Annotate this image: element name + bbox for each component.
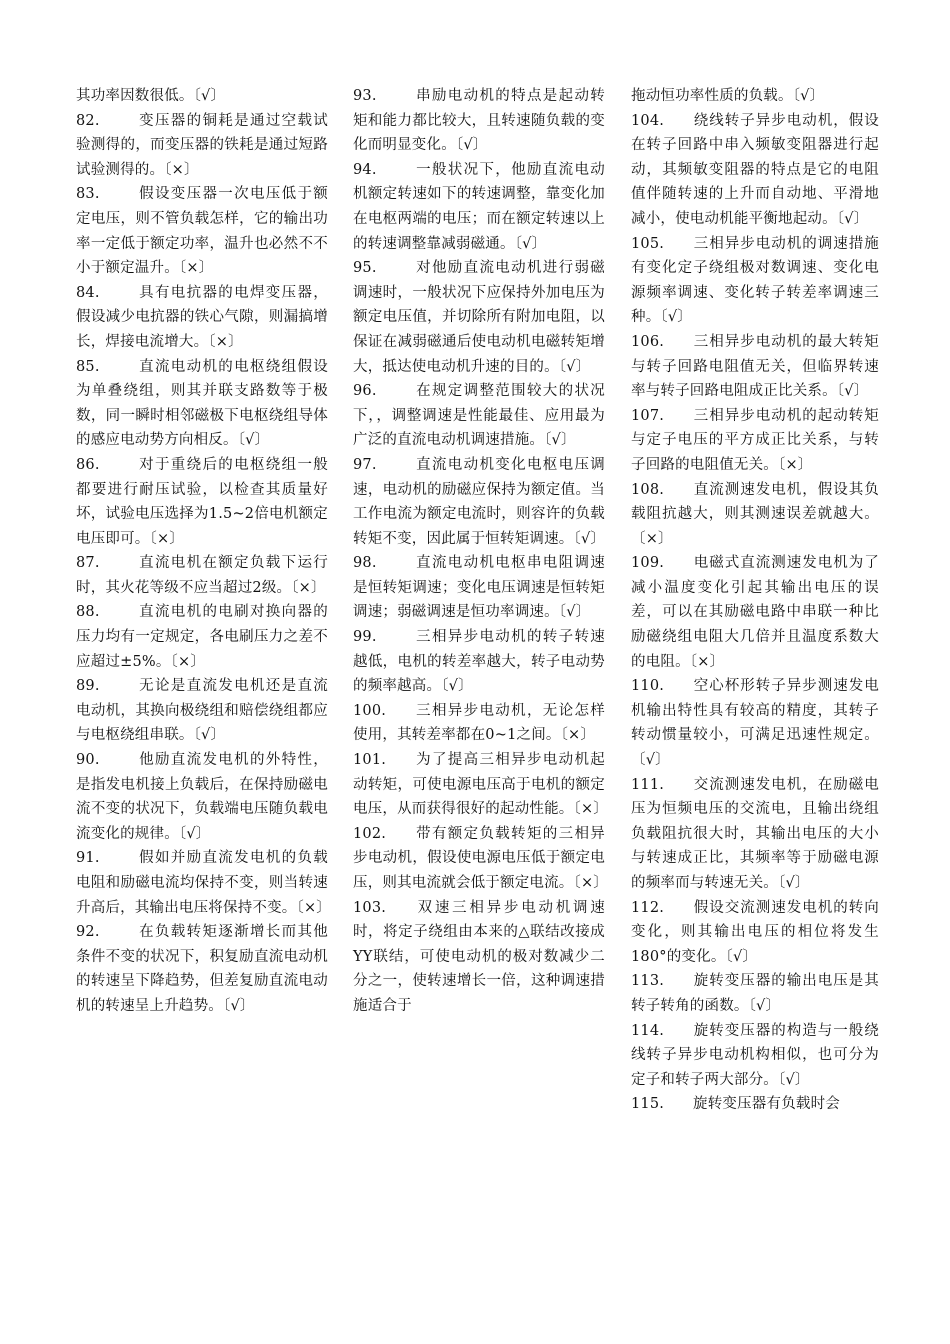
question-text: 双速三相异步电动机调速时，将定子绕组由本来的△联结改接成YY联结，可使电动机的极对数减少二分之一，使转速增长一倍，这种调速措施适合于 [353, 899, 605, 1014]
question-item [353, 453, 605, 551]
question-item [353, 379, 605, 453]
question-text: 三相异步电动机的调速措施有变化定子绕组极对数调速、变化电源频率调速、变化转子转差率调速三种。〔√〕 [631, 235, 879, 326]
question-text: 带有额定负载转矩的三相异步电动机，假设使电源电压低于额定电压，则其电流就会低于额定电流。〔×〕 [353, 825, 608, 891]
question-item [353, 256, 605, 379]
question-number: 93. [353, 88, 377, 104]
question-text: 串励电动机的特点是起动转矩和能力都比较大，且转速随负载的变化而明显变化。〔√〕 [353, 88, 605, 154]
question-text: 变压器的铜耗是通过空载试验测得的，而变压器的铁耗是通过短路试验测得的。〔×〕 [76, 112, 328, 178]
question-number: 113. [631, 973, 665, 990]
question-text: 对他励直流电动机进行弱磁调速时，一般状况下应保持外加电压为额定电压值，并切除所有附加电阻，以保证在减弱磁通后使电动机电磁转矩增大，抵达使电动机升速的目的。〔√〕 [353, 260, 605, 375]
question-item [76, 453, 328, 551]
text-column-2 [353, 84, 608, 1019]
question-text: 三相异步电动机的最大转矩与转子回路电阻值无关，但临界转速率与转子回路电阻成正比关系。〔√〕 [631, 333, 879, 400]
question-item [76, 281, 328, 355]
question-text: 三相异步电动机的转子转速越低，电机的转差率越大，转子电动势的频率越高。〔√〕 [353, 629, 605, 695]
question-text: 假设变压器一次电压低于额定电压，则不管负载怎样，它的输出功率一定低于额定功率，温升也必然不不小于额定温升。〔×〕 [76, 186, 328, 277]
question-number: 88. [76, 604, 100, 621]
question-number: 106. [631, 333, 665, 350]
question-number: 86. [76, 456, 100, 473]
question-item [631, 109, 879, 232]
question-number: 105. [631, 235, 665, 252]
question-number: 87. [76, 555, 100, 572]
question-item [631, 773, 879, 896]
question-item [631, 674, 879, 772]
question-item [631, 84, 879, 109]
question-item [631, 404, 879, 478]
question-number: 89. [76, 678, 100, 695]
question-item [631, 1092, 879, 1117]
question-number: 91. [76, 850, 100, 867]
question-item [353, 158, 605, 256]
question-number: 85. [76, 358, 100, 375]
question-number: 104. [631, 112, 665, 129]
question-item [353, 84, 605, 158]
question-number: 82. [76, 112, 100, 129]
question-item [353, 896, 605, 1019]
question-number: 102. [353, 825, 387, 842]
question-item [76, 600, 328, 674]
question-text: 三相异步电动机的起动转矩与定子电压的平方成正比关系，与转子回路的电阻值无关。〔×〕 [631, 407, 879, 473]
question-number: 96. [353, 383, 377, 400]
question-number: 90. [76, 752, 100, 769]
question-text: 电磁式直流测速发电机为了减小温度变化引起其输出电压的误差，可以在其励磁电路中串联一种比励磁绕组电阻大几倍并且温度系数大的电阻。〔×〕 [631, 555, 879, 670]
question-text: 直流电动机变化电枢电压调速，电动机的励磁应保持为额定值。当工作电流为额定电流时，则容许的负载转矩不变，因此属于恒转矩调速。〔√〕 [353, 456, 606, 547]
question-item [353, 551, 605, 625]
question-number: 109. [631, 555, 665, 572]
question-number: 103. [353, 899, 387, 916]
question-item [353, 699, 605, 748]
text-column-1 [76, 84, 331, 1019]
question-text: 三相异步电动机，无论怎样使用，其转差率都在0~1之间。〔×〕 [353, 702, 605, 744]
question-number: 92. [76, 924, 100, 941]
question-item [631, 232, 879, 330]
question-number: 111. [631, 776, 665, 793]
question-text: 一般状况下，他励直流电动机额定转速如下的转速调整，靠变化加在电枢两端的电压；而在额定转速以上的转速调整靠减弱磁通。〔√〕 [353, 161, 605, 252]
question-number: 97. [353, 456, 377, 473]
question-text: 为了提高三相异步电动机起动转矩，可使电源电压高于电机的额定电压，从而获得很好的起动性能。〔×〕 [353, 752, 608, 818]
question-text: 直流测速发电机，假设其负载阻抗越大，则其测速误差就越大。〔×〕 [631, 481, 879, 547]
question-item [631, 969, 879, 1018]
question-text: 具有电抗器的电焊变压器，假设减少电抗器的铁心气隙，则漏搞增长，焊接电流增大。〔×〕 [76, 284, 328, 350]
question-text: 直流电动机的电枢绕组假设为单叠绕组，则其并联支路数等于极数，同一瞬时相邻磁极下电枢绕组导体的感应电动势方向相反。〔√〕 [76, 358, 328, 449]
question-text: 空心杯形转子异步测速发电机输出特性具有较高的精度，其转子转动惯量较小，可满足迅速性规定。〔√〕 [631, 678, 879, 769]
question-item [353, 748, 608, 822]
question-item [353, 822, 608, 896]
question-number: 98. [353, 555, 377, 572]
question-item [631, 896, 879, 970]
question-item [76, 674, 328, 748]
question-text: 直流电机的电刷对换向器的压力均有一定规定，各电刷压力之差不应超过±5%。〔×〕 [76, 604, 328, 670]
question-item [76, 920, 328, 1018]
question-text: 在规定调整范围较大的状况下，，调整调速是性能最佳、应用最为广泛的直流电动机调速措施。〔√〕 [353, 383, 605, 449]
question-text: 旋转变压器的输出电压是其转子转角的函数。〔√〕 [631, 973, 879, 1014]
question-number: 95. [353, 260, 377, 277]
question-item [76, 182, 328, 280]
question-item [631, 330, 879, 404]
question-item [631, 1019, 879, 1093]
question-item [631, 478, 879, 552]
question-text: 交流测速发电机，在励磁电压为恒频电压的交流电，且输出绕组负载阻抗很大时，其输出电压的大小与转速成正比，其频率等于励磁电源的频率而与转速无关。〔√〕 [631, 776, 879, 891]
question-text: 在负载转矩逐渐增长而其他条件不变的状况下，积复励直流电动机的转速呈下降趋势，但差复励直流电动机的转速呈上升趋势。〔√〕 [76, 924, 328, 1014]
text-column-3 [631, 84, 879, 1117]
question-item [76, 846, 331, 920]
question-item [631, 551, 879, 674]
question-text: 假设交流测速发电机的转向变化，则其输出电压的相位将发生180°的变化。〔√〕 [631, 899, 879, 965]
question-text: 拖动恒功率性质的负载。〔√〕 [631, 88, 825, 104]
question-number: 101. [353, 752, 387, 769]
question-text: 无论是直流发电机还是直流电动机，其换向极绕组和赔偿绕组都应与电枢绕组串联。〔√〕 [76, 678, 328, 744]
question-number: 94. [353, 161, 377, 178]
question-text: 直流电动机电枢串电阻调速是恒转矩调速；变化电压调速是恒转矩调速；弱磁调速是恒功率调速。〔√〕 [353, 555, 605, 621]
question-item [76, 551, 328, 600]
question-text: 旋转变压器的构造与一般绕线转子异步电动机构相似，也可分为定子和转子两大部分。〔√〕 [631, 1022, 879, 1088]
question-number: 110. [631, 678, 665, 695]
question-number: 99. [353, 629, 377, 646]
question-number: 84. [76, 284, 100, 301]
question-text: 其功率因数很低。〔√〕 [76, 88, 226, 104]
question-number: 108. [631, 481, 665, 498]
question-item [76, 109, 328, 183]
question-text: 对于重绕后的电枢绕组一般都要进行耐压试验，以检查其质量好坏，试验电压选择为1.5~2倍电机额定电压即可。〔×〕 [76, 456, 328, 547]
question-item [76, 748, 328, 846]
question-text: 他励直流发电机的外特性，是指发电机接上负载后，在保持励磁电流不变的状况下，负载端电压随负载电流变化的规律。〔√〕 [76, 752, 328, 842]
question-text: 直流电机在额定负载下运行时，其火花等级不应当超过2级。〔×〕 [76, 555, 328, 596]
question-text: 绕线转子异步电动机，假设在转子回路中串入频敏变阻器进行起动，其频敏变阻器的特点是它的电阻值伴随转速的上升而自动地、平滑地减小，使电动机能平衡地起动。〔√〕 [631, 112, 879, 227]
question-item [353, 625, 605, 699]
question-number: 100. [353, 702, 387, 719]
question-item [76, 84, 328, 109]
question-number: 115. [631, 1096, 665, 1113]
question-number: 114. [631, 1022, 665, 1039]
question-text: 旋转变压器有负载时会 [693, 1096, 840, 1113]
question-number: 83. [76, 186, 100, 203]
question-number: 112. [631, 899, 665, 916]
question-text: 假如并励直流发电机的负载电阻和励磁电流均保持不变，则当转速升高后，其输出电压将保持不变。〔×〕 [76, 850, 331, 916]
question-number: 107. [631, 407, 665, 424]
question-item [76, 355, 328, 453]
